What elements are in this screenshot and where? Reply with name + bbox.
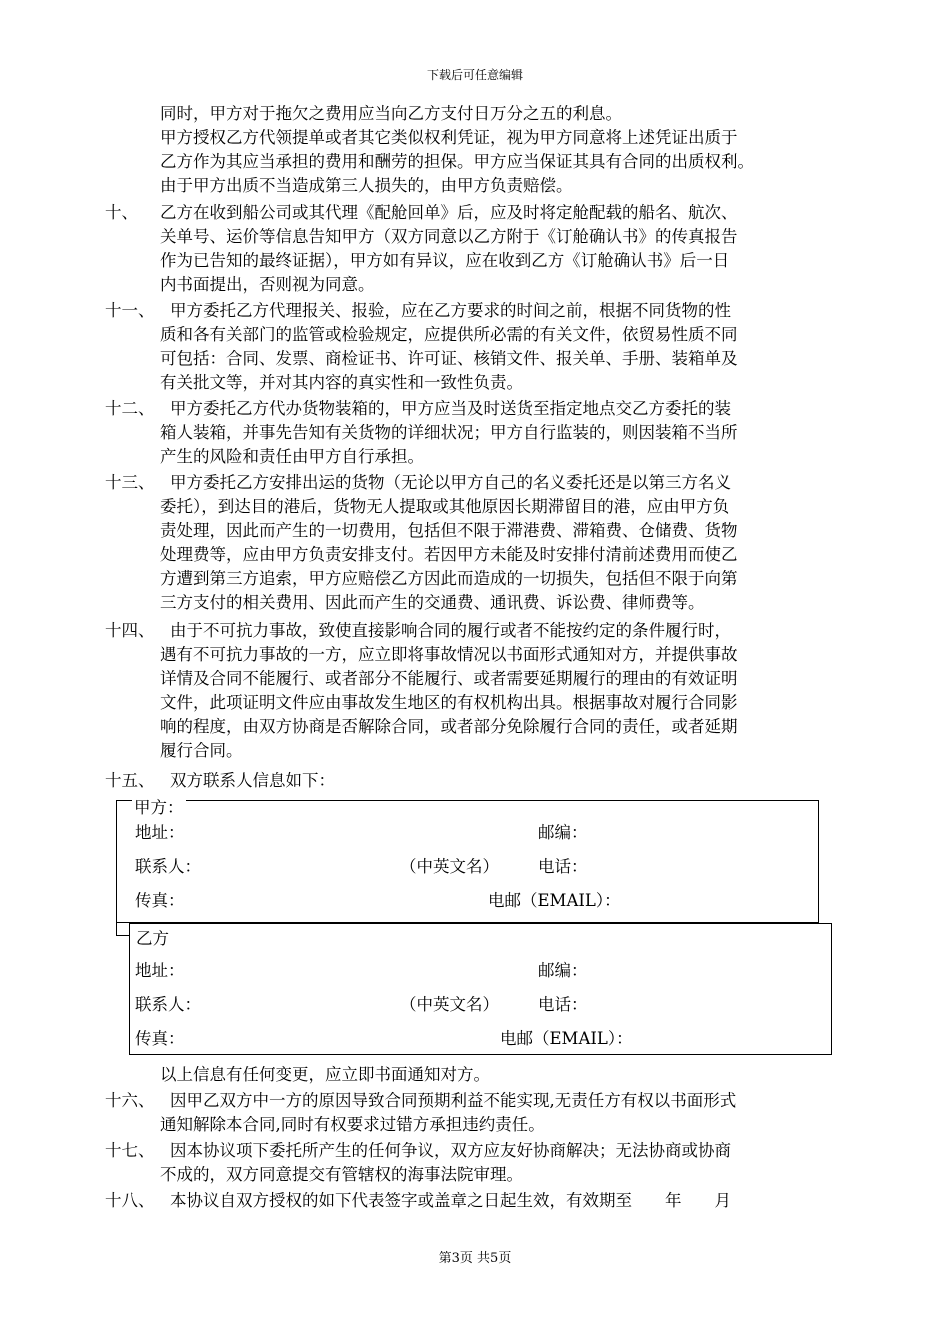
- clause-line: 甲方委托乙方安排出运的货物（无论以甲方自己的名义委托还是以第三方名义: [170, 473, 731, 492]
- party-b-contact-label: 联系人：: [135, 995, 201, 1014]
- clause-number: 十三、: [105, 473, 155, 492]
- party-a-contact-label: 联系人：: [135, 857, 201, 876]
- clause-number: 十七、: [105, 1141, 155, 1160]
- page-footer: 第3页 共5页: [438, 1251, 512, 1266]
- intro-line: 乙方作为其应当承担的费用和酬劳的担保。甲方应当保证其具有合同的出质权利。: [160, 152, 754, 171]
- clause-line: 文件，此项证明文件应由事故发生地区的有权机构出具。根据事故对履行合同影: [160, 693, 738, 712]
- party-b-postcode-label: 邮编：: [538, 961, 588, 980]
- party-b-phone-label: 电话：: [538, 995, 588, 1014]
- clause-line: 由于不可抗力事故，致使直接影响合同的履行或者不能按约定的条件履行时，: [170, 621, 731, 640]
- clause-line: 甲方委托乙方代理报关、报验，应在乙方要求的时间之前，根据不同货物的性: [170, 301, 731, 320]
- page-header: 下载后可任意编辑: [426, 68, 523, 82]
- clause-line: 质和各有关部门的监管或检验规定，应提供所必需的有关文件，依贸易性质不同: [160, 325, 738, 344]
- party-a-postcode-label: 邮编：: [538, 823, 588, 842]
- party-a-address-label: 地址：: [135, 823, 185, 842]
- clause-line: 箱人装箱，并事先告知有关货物的详细状况；甲方自行监装的，则因装箱不当所: [160, 423, 738, 442]
- clause-line: 委托），到达目的港后，货物无人提取或其他原因长期滞留目的港，应由甲方负: [160, 497, 730, 516]
- clause-line: 处理费等，应由甲方负责安排支付。若因甲方未能及时安排付清前述费用而使乙: [160, 545, 738, 564]
- clause-line: 责处理，因此而产生的一切费用，包括但不限于滞港费、滞箱费、仓储费、货物: [160, 521, 738, 540]
- party-a-email-label: 电邮（EMAIL）：: [488, 891, 621, 910]
- clause-line: 履行合同。: [160, 741, 243, 760]
- intro-line: 同时，甲方对于拖欠之费用应当向乙方支付日万分之五的利息。: [160, 104, 622, 123]
- clause-line: 三方支付的相关费用、因此而产生的交通费、通讯费、诉讼费、律师费等。: [160, 593, 705, 612]
- clause-line: 内书面提出，否则视为同意。: [160, 275, 375, 294]
- party-b-name-note: （中英文名）: [400, 995, 499, 1014]
- clause-line: 双方联系人信息如下：: [170, 771, 335, 790]
- party-b-title: 乙方: [136, 929, 169, 948]
- party-a-name-note: （中英文名）: [400, 857, 499, 876]
- clause-number: 十二、: [105, 399, 155, 418]
- clause-line: 通知解除本合同,同时有权要求过错方承担违约责任。: [160, 1115, 545, 1134]
- party-a-title: 甲方：: [134, 798, 184, 817]
- clause-line: 遇有不可抗力事故的一方，应立即将事故情况以书面形式通知对方，并提供事故: [160, 645, 738, 664]
- clause-number: 十四、: [105, 621, 155, 640]
- party-b-address-label: 地址：: [135, 961, 185, 980]
- party-a-fax-label: 传真：: [135, 891, 185, 910]
- clause-number: 十八、: [105, 1191, 155, 1210]
- clause-line: 因本协议项下委托所产生的任何争议，双方应友好协商解决；无法协商或协商: [170, 1141, 731, 1160]
- after-box-note: 以上信息有任何变更，应立即书面通知对方。: [160, 1065, 490, 1084]
- clause-line: 关单号、运价等信息告知甲方（双方同意以乙方附于《订舱确认书》的传真报告: [160, 227, 738, 246]
- party-b-fax-label: 传真：: [135, 1029, 185, 1048]
- clause-line: 响的程度，由双方协商是否解除合同，或者部分免除履行合同的责任，或者延期: [160, 717, 738, 736]
- clause-line: 不成的，双方同意提交有管辖权的海事法院审理。: [160, 1165, 523, 1184]
- intro-line: 甲方授权乙方代领提单或者其它类似权利凭证，视为甲方同意将上述凭证出质于: [160, 128, 738, 147]
- intro-line: 由于甲方出质不当造成第三人损失的，由甲方负责赔偿。: [160, 176, 573, 195]
- clause-line: 详情及合同不能履行、或者部分不能履行、或者需要延期履行的理由的有效证明: [160, 669, 738, 688]
- clause-number: 十、: [105, 203, 138, 222]
- clause-line: 作为已告知的最终证据），甲方如有异议，应在收到乙方《订舱确认书》后一日: [160, 251, 730, 270]
- clause-number: 十六、: [105, 1091, 155, 1110]
- clause-number: 十五、: [105, 771, 155, 790]
- clause-line: 本协议自双方授权的如下代表签字或盖章之日起生效，有效期至 年 月: [170, 1191, 731, 1210]
- clause-line: 可包括：合同、发票、商检证书、许可证、核销文件、报关单、手册、装箱单及: [160, 349, 738, 368]
- clause-line: 因甲乙双方中一方的原因导致合同预期利益不能实现,无责任方有权以书面形式: [170, 1091, 737, 1110]
- party-a-phone-label: 电话：: [538, 857, 588, 876]
- clause-line: 方遭到第三方追索，甲方应赔偿乙方因此而造成的一切损失，包括但不限于向第: [160, 569, 738, 588]
- clause-line: 甲方委托乙方代办货物装箱的，甲方应当及时送货至指定地点交乙方委托的装: [170, 399, 731, 418]
- box-connector: [116, 922, 130, 936]
- clause-line: 乙方在收到船公司或其代理《配舱回单》后，应及时将定舱配载的船名、航次、: [160, 203, 738, 222]
- clause-number: 十一、: [105, 301, 155, 320]
- clause-line: 产生的风险和责任由甲方自行承担。: [160, 447, 424, 466]
- party-b-box: [129, 923, 832, 1055]
- clause-line: 有关批文等，并对其内容的真实性和一致性负责。: [160, 373, 523, 392]
- party-b-email-label: 电邮（EMAIL）：: [500, 1029, 633, 1048]
